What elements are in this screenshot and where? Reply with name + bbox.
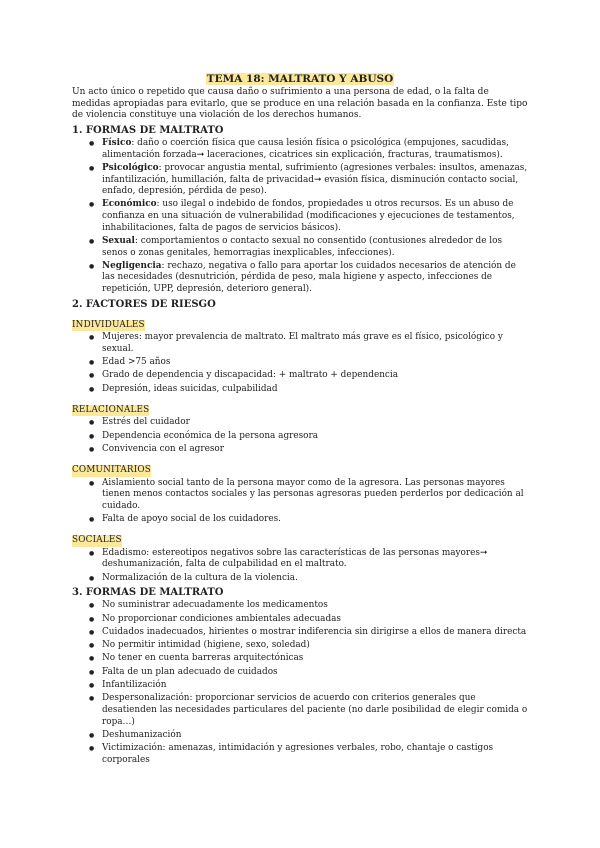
subheading-sociales: SOCIALES xyxy=(72,535,122,546)
list-item: ● Estrés del cuidador xyxy=(102,417,528,429)
list-item: ● Edadismo: estereotipos negativos sobre las características de las personas mayores➞ deshumanización, falta de culpabilidad en el maltrato. xyxy=(102,548,528,571)
term-text: : provocar angustia mental, sufrimiento (agresiones verbales: insultos, amenazas, infantilización, humillación, falta de privacidad➞ evasión física, disminución contacto social, enfado, depresión, pérdida de peso). xyxy=(102,162,528,197)
list-item: ● No permitir intimidad (higiene, sexo, soledad) xyxy=(102,640,528,652)
list-item: ● No tener en cuenta barreras arquitectónicas xyxy=(102,653,528,665)
term: Negligencia xyxy=(102,260,162,271)
intro-paragraph: Un acto único o repetido que causa daño o sufrimiento a una persona de edad, o la falta de medidas apropiadas para evitarlo, que se produce en una relación basada en la confianza. Este tipo de violencia constituye una violación de los derechos humanos. xyxy=(72,87,528,121)
term: Sexual xyxy=(102,235,135,246)
list-item: ● Aislamiento social tanto de la persona mayor como de la agresora. Las personas mayores tienen menos contactos sociales y las personas agresoras pueden perderlos por dedicación al cuidado. xyxy=(102,478,528,513)
list-item: ● Cuidados inadecuados, hirientes o mostrar indiferencia sin dirigirse a ellos de manera directa xyxy=(102,627,528,639)
list-item: ● Convivencia con el agresor xyxy=(102,444,528,456)
list-item: ● Despersonalización: proporcionar servicios de acuerdo con criterios generales que desatienden las necesidades particulares del paciente (no darle posibilidad de elegir comida o ropa…) xyxy=(102,693,528,728)
term: Físico xyxy=(102,138,132,149)
subheading-comunitarios: COMUNITARIOS xyxy=(72,465,152,476)
comunitarios-list xyxy=(72,478,528,526)
list-item: ● Mujeres: mayor prevalencia de maltrato. El maltrato más grave es el físico, psicológico y sexual. xyxy=(102,332,528,355)
list-item: ● Normalización de la cultura de la violencia. xyxy=(102,573,528,585)
title-text: TEMA 18: MALTRATO Y ABUSO xyxy=(206,73,394,85)
term-text: : rechazo, negativa o fallo para aportar los cuidados necesarios de atención de las necesidades (desnutrición, pérdida de peso, mala higiene y aspecto, infecciones de repetición, UPP, depresión, deterioro general). xyxy=(102,260,516,294)
list-item: ● Falta de apoyo social de los cuidadores. xyxy=(102,514,528,526)
list-item: ● No suministrar adecuadamente los medicamentos xyxy=(102,600,528,612)
list-item: ● Victimización: amenazas, intimidación y agresiones verbales, robo, chantaje o castigos corporales xyxy=(102,743,528,766)
list-item xyxy=(102,261,528,296)
list-item xyxy=(102,163,528,198)
subheading-individuales: INDIVIDUALES xyxy=(72,319,145,330)
section1-heading: 1. FORMAS DE MALTRATO xyxy=(72,125,224,137)
relacionales-list xyxy=(72,417,528,455)
term: Económico xyxy=(102,199,157,210)
list-item: ● Infantilización xyxy=(102,680,528,692)
individuales-list xyxy=(72,332,528,395)
list-item: ● No proporcionar condiciones ambientales adecuadas xyxy=(102,614,528,626)
list-item xyxy=(102,199,528,234)
list-item: ● Edad >75 años xyxy=(102,357,528,369)
section3-heading: 3. FORMAS DE MALTRATO xyxy=(72,587,224,599)
section3-list xyxy=(72,600,528,766)
document-title xyxy=(72,72,528,86)
list-item: ● Grado de dependencia y discapacidad: + maltrato + dependencia xyxy=(102,370,528,382)
section2-heading: 2. FACTORES DE RIESGO xyxy=(72,298,216,310)
subheading-relacionales: RELACIONALES xyxy=(72,404,150,415)
list-item: ● Dependencia económica de la persona agresora xyxy=(102,431,528,443)
list-item: ● Depresión, ideas suicidas, culpabilidad xyxy=(102,384,528,396)
list-item: ● Falta de un plan adecuado de cuidados xyxy=(102,667,528,679)
list-item xyxy=(102,138,528,161)
list-item: ● Deshumanización xyxy=(102,730,528,742)
term-text: : daño o coerción física que causa lesión física o psicológica (empujones, sacudidas, alimentación forzada➞ laceraciones, cicatrices sin explicación, fracturas, traumatismos). xyxy=(102,138,509,160)
term-text: : comportamientos o contacto sexual no consentido (contusiones alrededor de los senos o zonas genitales, hemorragias inexplicables, infecciones). xyxy=(102,235,502,258)
sociales-list xyxy=(72,548,528,584)
list-item xyxy=(102,236,528,259)
section1-list xyxy=(72,138,528,295)
document-page xyxy=(72,72,528,768)
term: Psicológico xyxy=(102,162,159,173)
term-text: : uso ilegal o indebido de fondos, propiedades u otros recursos. Es un abuso de confianza en una situación de vulnerabilidad (modificaciones y ejecuciones de testamentos, inhabilitaciones, falta de pagos de servicios básicos). xyxy=(102,199,515,233)
